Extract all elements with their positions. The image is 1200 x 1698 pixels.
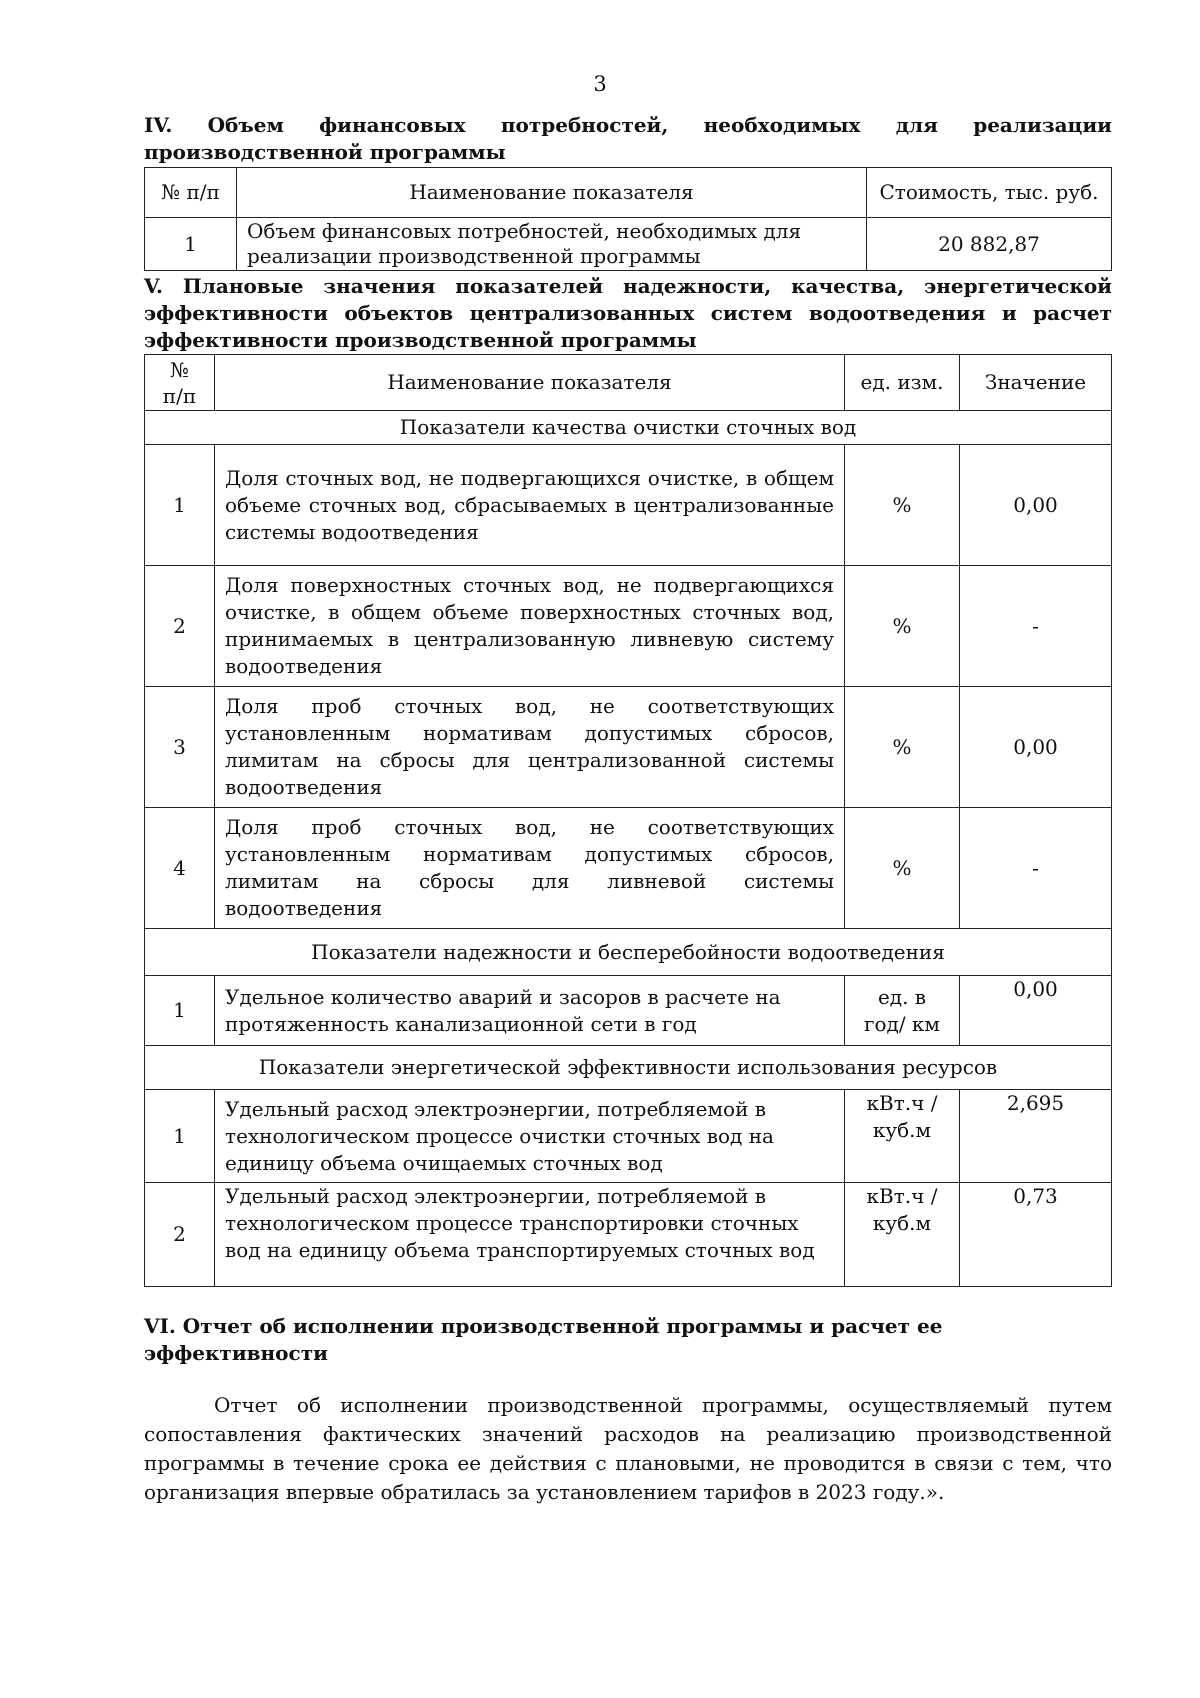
- row-number: 1: [145, 218, 237, 271]
- unit: %: [845, 445, 960, 566]
- indicator-value: -: [960, 808, 1112, 929]
- indicator-value: 0,73: [960, 1183, 1112, 1287]
- table-header-row: [145, 168, 1112, 218]
- unit: кВт.ч / куб.м: [845, 1090, 960, 1183]
- indicator-value: 2,695: [960, 1090, 1112, 1183]
- table-row: [145, 1090, 1112, 1183]
- indicator-name: Удельный расход электроэнергии, потребляемой в технологическом процессе транспортировки сточных вод на единицу объема транспортируемых сточных вод: [215, 1183, 845, 1287]
- row-number: 2: [145, 1183, 215, 1287]
- group-title-row: [145, 411, 1112, 445]
- table-row: [145, 976, 1112, 1046]
- section5-heading: V. Плановые значения показателей надежности, качества, энергетической эффективности объектов централизованных систем водоотведения и расчет эффективности производственной программы: [144, 274, 1112, 352]
- group-title: Показатели надежности и бесперебойности водоотведения: [145, 929, 1112, 976]
- unit: кВт.ч / куб.м: [845, 1183, 960, 1287]
- indicator-value: 20 882,87: [867, 218, 1112, 271]
- table-row: [145, 1183, 1112, 1287]
- group-title-row: [145, 929, 1112, 976]
- section6-heading: VI. Отчет об исполнении производственной программы и расчет ее эффективности: [144, 1314, 943, 1365]
- header-cell: ед. изм.: [845, 355, 960, 411]
- unit: %: [845, 687, 960, 808]
- unit: ед. в год/ км: [845, 976, 960, 1046]
- row-number: 1: [145, 1090, 215, 1183]
- unit: %: [845, 566, 960, 687]
- section6-paragraph: Отчет об исполнении производственной программы, осуществляемый путем сопоставления фактических значений расходов на реализацию производственной программы в течение срока ее действия с плановыми, не проводится в связи с тем, что организация впервые обратилась за установлением тарифов в 2023 году.».: [144, 1393, 1112, 1504]
- indicator-name: Объем финансовых потребностей, необходимых для реализации производственной программы: [237, 218, 867, 271]
- indicator-value: 0,00: [960, 976, 1112, 1046]
- header-cell: Стоимость, тыс. руб.: [867, 168, 1112, 218]
- header-cell: Значение: [960, 355, 1112, 411]
- header-cell: № п/п: [145, 168, 237, 218]
- row-number: 3: [145, 687, 215, 808]
- indicators-table: [144, 354, 1112, 1287]
- row-number: 4: [145, 808, 215, 929]
- indicator-name: Удельное количество аварий и засоров в расчете на протяженность канализационной сети в год: [215, 976, 845, 1046]
- row-number: 2: [145, 566, 215, 687]
- indicator-value: 0,00: [960, 687, 1112, 808]
- unit: %: [845, 808, 960, 929]
- header-cell: Наименование показателя: [237, 168, 867, 218]
- table-row: [145, 218, 1112, 271]
- table-row: [145, 566, 1112, 687]
- row-number: 1: [145, 445, 215, 566]
- header-cell: Наименование показателя: [215, 355, 845, 411]
- table-row: [145, 808, 1112, 929]
- indicator-value: -: [960, 566, 1112, 687]
- header-cell: № п/п: [145, 355, 215, 411]
- group-title: Показатели качества очистки сточных вод: [145, 411, 1112, 445]
- indicator-name: Доля проб сточных вод, не соответствующих установленным нормативам допустимых сбросов, лимитам на сбросы для ливневой системы водоотведения: [215, 808, 845, 929]
- section4-heading: IV. Объем финансовых потребностей, необходимых для реализации производственной программы: [144, 113, 1112, 164]
- page-number: 3: [593, 72, 607, 96]
- table-row: [145, 445, 1112, 566]
- indicator-name: Доля поверхностных сточных вод, не подвергающихся очистке, в общем объеме поверхностных сточных вод, принимаемых в централизованную ливневую систему водоотведения: [215, 566, 845, 687]
- indicator-name: Доля сточных вод, не подвергающихся очистке, в общем объеме сточных вод, сбрасываемых в централизованные системы водоотведения: [215, 445, 845, 566]
- indicator-name: Удельный расход электроэнергии, потребляемой в технологическом процессе очистки сточных вод на единицу объема очищаемых сточных вод: [215, 1090, 845, 1183]
- indicator-name: Доля проб сточных вод, не соответствующих установленным нормативам допустимых сбросов, лимитам на сбросы для централизованной системы водоотведения: [215, 687, 845, 808]
- group-title: Показатели энергетической эффективности использования ресурсов: [145, 1046, 1112, 1090]
- indicator-value: 0,00: [960, 445, 1112, 566]
- document-body: [144, 112, 1112, 1507]
- table-row: [145, 687, 1112, 808]
- row-number: 1: [145, 976, 215, 1046]
- financial-needs-table: [144, 167, 1112, 271]
- group-title-row: [145, 1046, 1112, 1090]
- table-header-row: [145, 355, 1112, 411]
